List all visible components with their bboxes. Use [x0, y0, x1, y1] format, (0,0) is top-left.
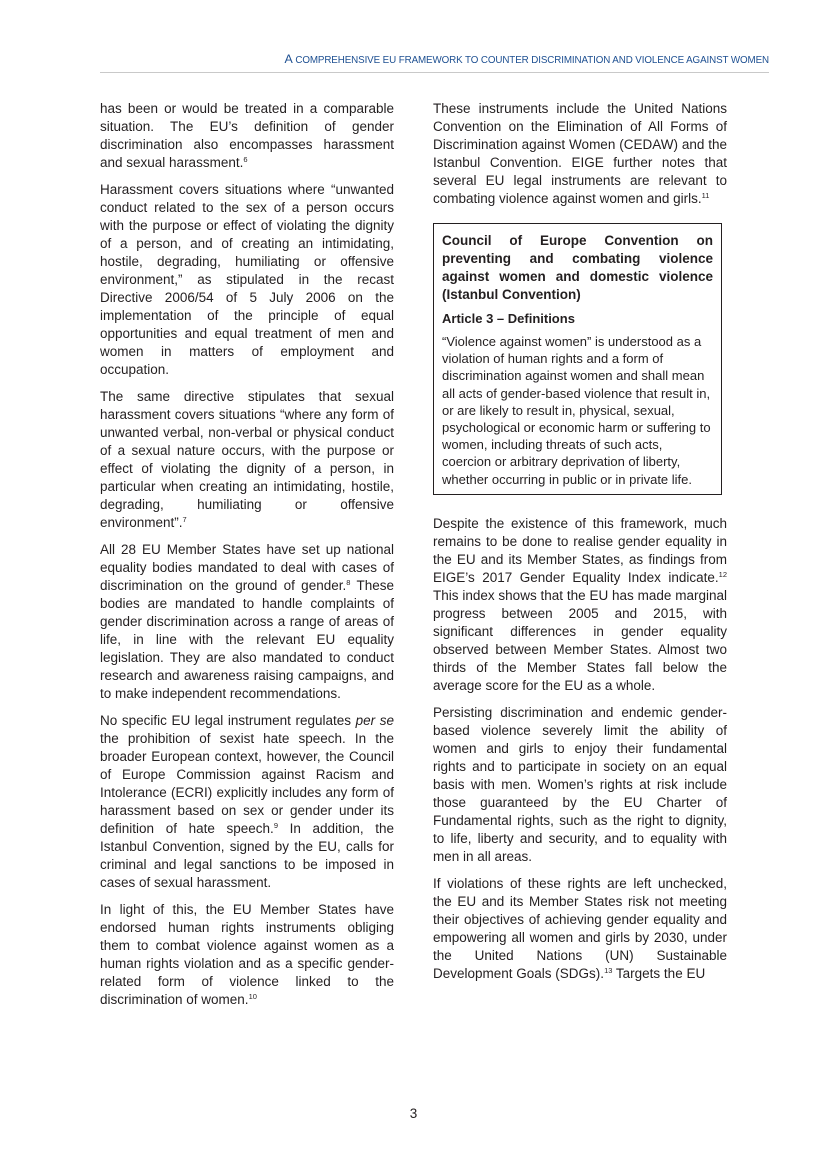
paragraph-text: If violations of these rights are left unchecked, the EU and its Member States risk not meeting their objectives of achieving gender equality and empowering all women and girls by 2030, under the United Nations (UN) Sustainable Development Goals (SDGs).: [433, 875, 727, 981]
paragraph: [100, 388, 394, 532]
right-column: [433, 100, 727, 992]
header-title-rest: COMPREHENSIVE EU FRAMEWORK TO COUNTER DISCRIMINATION AND VIOLENCE AGAINST WOMEN: [295, 55, 769, 66]
page-number: 3: [409, 1106, 418, 1121]
paragraph-text: Targets the EU: [612, 965, 706, 981]
box-title: Council of Europe Convention on preventing and combating violence against women and domestic violence (Istanbul Convention): [442, 233, 713, 302]
convention-box: [433, 223, 722, 495]
paragraph-text: These instruments include the United Nations Convention on the Elimination of All Forms of Discrimination against Women (CEDAW) and the Istanbul Convention. EIGE further notes that several EU legal instruments are relevant to combating violence against women and girls.: [433, 101, 727, 206]
footnote-ref[interactable]: 13: [604, 965, 613, 975]
paragraph-text: This index shows that the EU has made marginal progress between 2005 and 2015, with significant differences in gender equality observed between Member States. Almost two thirds of the Member States fall below the average score for the EU as a whole.: [433, 587, 727, 693]
paragraph-text: No specific EU legal instrument regulates: [100, 713, 356, 728]
paragraph: [433, 875, 727, 983]
paragraph-text: Persisting discrimination and endemic gender-based violence severely limit the ability of women and girls to enjoy their fundamental rights and to participate in society on an equal basis with men. Women’s rights at risk include those guaranteed by the EU Charter of Fundamental rights, such as the right to dignity, to life, liberty and security, and to equality with men in all areas.: [433, 704, 727, 864]
footnote-ref[interactable]: 10: [248, 992, 257, 1001]
paragraph-text: These bodies are mandated to handle complaints of gender discrimination across a range of areas of life, in line with the relevant EU equality legislation. They are also mandated to conduct research and awareness raising campaigns, and to make independent recommendations.: [100, 578, 394, 701]
paragraph: [433, 100, 727, 208]
footnote-ref[interactable]: 11: [701, 191, 710, 200]
paragraph-text: In light of this, the EU Member States have endorsed human rights instruments obliging them to combat violence against women as a human rights violation and as a specific gender-related form of violence linked to the discrimination of women.: [100, 902, 394, 1007]
header-title: [285, 52, 769, 66]
paragraph-text: Harassment covers situations where “unwanted conduct related to the sex of a person occurs with the purpose or effect of violating the dignity of a person, and of creating an intimidating, hostile, degrading, humiliating or offensive environment,” as stipulated in the recast Directive 2006/54 of 5 July 2006 on the implementation of the principle of equal opportunities and equal treatment of men and women in matters of employment and occupation.: [100, 182, 394, 377]
paragraph: [100, 901, 394, 1009]
paragraph-text: The same directive stipulates that sexual harassment covers situations “where any form of unwanted verbal, non-verbal or physical conduct of a sexual nature occurs, with the purpose or effect of violating the dignity of a person, in particular when creating an intimidating, hostile, degrading, humiliating or offensive environment”.: [100, 389, 394, 530]
footnote-ref[interactable]: 12: [718, 569, 727, 579]
footnote-ref[interactable]: 8: [346, 578, 351, 587]
paragraph-text: In addition, the Istanbul Convention, signed by the EU, calls for criminal and legal sanctions to be imposed in cases of sexual harassment.: [100, 821, 394, 890]
box-text: “Violence against women” is understood as a violation of human rights and a form of discrimination against women and shall mean all acts of gender-based violence that result in, or are likely to result in, physical, sexual, psychological or economic harm or suffering to women, including threats of such acts, coercion or arbitrary deprivation of liberty, whether occurring in public or in private life.: [442, 334, 711, 487]
paragraph: [100, 712, 394, 892]
paragraph-text: has been or would be treated in a comparable situation. The EU’s definition of gender discrimination also encompasses harassment and sexual harassment.: [100, 101, 394, 170]
footnote-ref[interactable]: 9: [273, 821, 278, 830]
left-column: [100, 100, 394, 1018]
box-subtitle: Article 3 – Definitions: [442, 311, 575, 326]
paragraph-text: Despite the existence of this framework, much remains to be done to realise gender equality in the EU and its Member States, as findings from EIGE’s 2017 Gender Equality Index indicate.: [433, 515, 727, 585]
paragraph: [100, 100, 394, 172]
paragraph-text: All 28 EU Member States have set up national equality bodies mandated to deal with cases of discrimination on the ground of gender.: [100, 542, 394, 593]
paragraph: [100, 181, 394, 379]
footnote-ref[interactable]: 6: [243, 155, 248, 164]
paragraph: [433, 515, 727, 695]
paragraph: [433, 704, 727, 866]
footnote-ref[interactable]: 7: [182, 515, 187, 524]
paragraph: [100, 541, 394, 703]
header-rule: [100, 72, 769, 73]
paragraph-text: the prohibition of sexist hate speech. In the broader European context, however, the Council of Europe Commission against Racism and Intolerance (ECRI) explicitly includes any form of harassment based on sex or gender under its definition of hate speech.: [100, 731, 394, 836]
header-title-initial: A: [284, 52, 292, 66]
italic-text: per se: [355, 713, 394, 728]
